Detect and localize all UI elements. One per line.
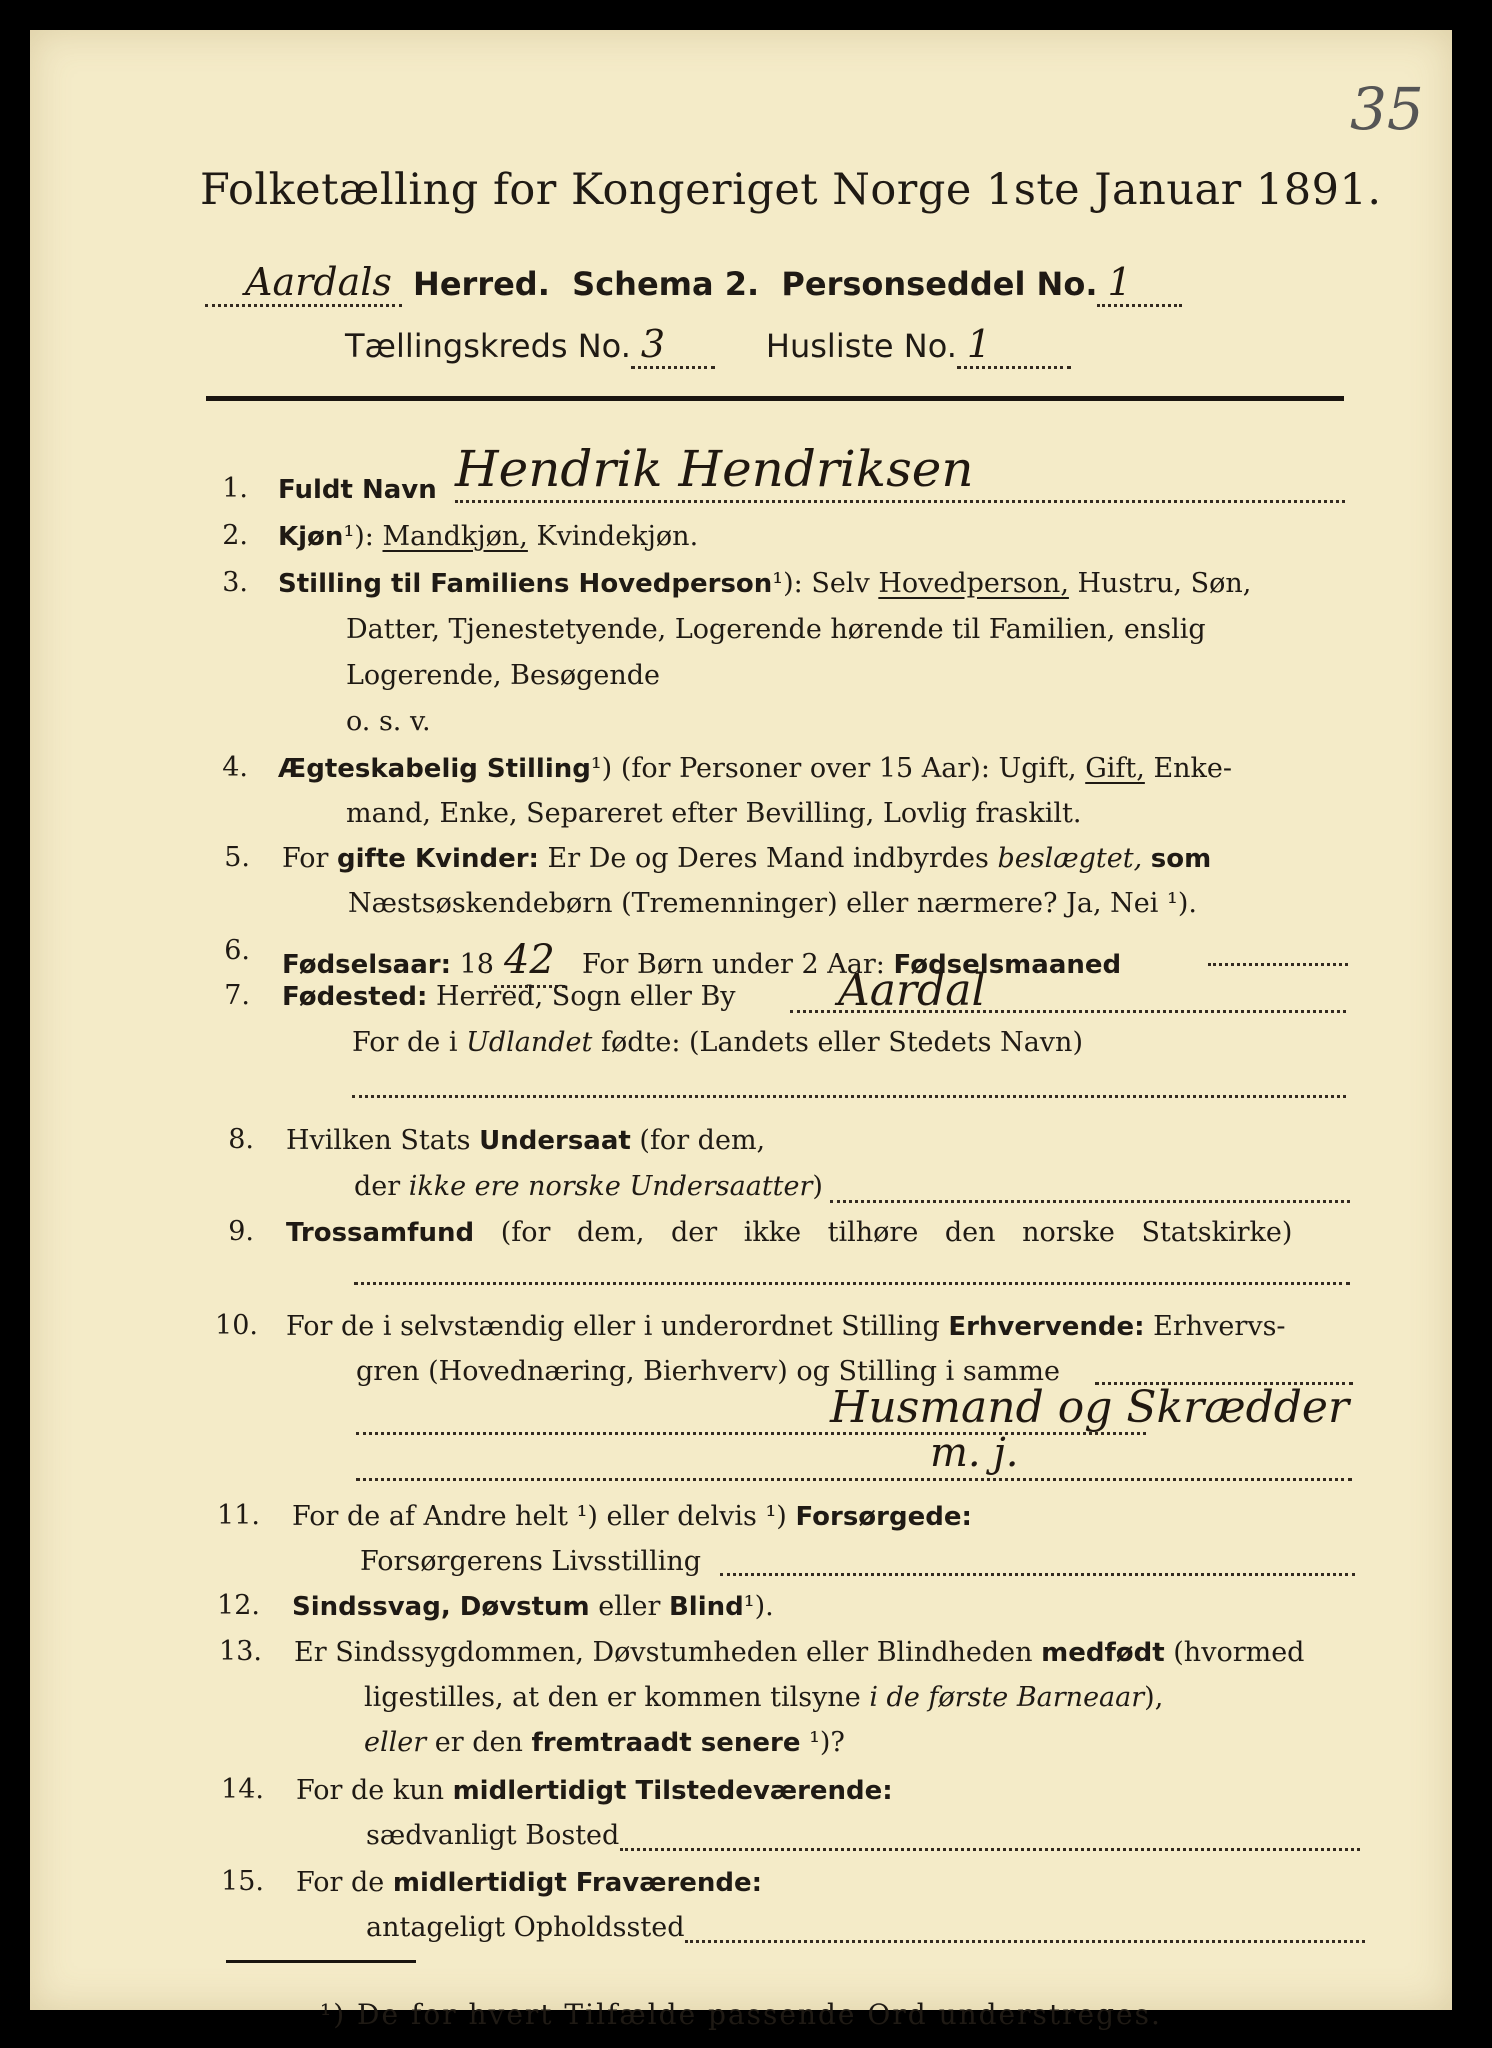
field-13-text-e: eller <box>364 1727 427 1758</box>
field-4-note: ¹) <box>590 753 613 784</box>
field-10-dotline-3 <box>356 1478 1352 1481</box>
husliste-value: 1 <box>957 322 1071 369</box>
field-9-dotline <box>354 1282 1350 1285</box>
field-14-dotline <box>620 1848 1360 1851</box>
field-8-line-2: der ikke ere norske Undersaatter) <box>354 1171 823 1202</box>
field-15-label: midlertidigt Fraværende: <box>392 1868 763 1898</box>
field-9-row <box>286 1216 1292 1250</box>
field-10-line-1 <box>286 1310 1286 1344</box>
field-11-dotline <box>720 1573 1355 1576</box>
field-3-text-b: Hustru, Søn, <box>1077 568 1252 599</box>
field-7-dotline <box>790 1010 1346 1013</box>
field-3-number: 3. <box>222 567 248 598</box>
footnote-rule <box>226 1960 416 1963</box>
field-13-text-b: (hvormed <box>1173 1637 1305 1668</box>
field-4-text-a: (for Personer over 15 Aar): Ugift, <box>620 753 1077 784</box>
field-11-text-a: For de af Andre helt ¹) eller delvis ¹) <box>292 1501 787 1532</box>
field-7-value: Aardal <box>838 965 986 1016</box>
field-5-text-c: beslægtet, <box>997 843 1143 874</box>
field-2-row <box>278 520 698 554</box>
field-12-note: ¹). <box>743 1591 774 1622</box>
field-11-number: 11. <box>217 1500 260 1531</box>
field-10-text-b: Erhvervs- <box>1153 1311 1286 1342</box>
field-10-label: Erhvervende: <box>948 1312 1145 1342</box>
field-7-line-2 <box>352 1026 1083 1060</box>
field-12-label-2: Blind <box>668 1592 744 1622</box>
kreds-label: Tællingskreds No. <box>345 327 631 365</box>
field-14-label: midlertidigt Tilstedeværende: <box>452 1776 893 1806</box>
field-6-label-2: Fødselsmaaned <box>893 950 1122 980</box>
field-13-text-f: er den <box>434 1727 523 1758</box>
field-15-line-2: antageligt Opholdssted <box>366 1912 685 1943</box>
field-3-selected: Hovedperson, <box>878 568 1069 599</box>
field-5-number: 5. <box>224 842 250 873</box>
field-13-line-3 <box>364 1726 845 1760</box>
field-13-text-a: Er Sindssygdommen, Døvstumheden eller Blindheden <box>294 1637 1033 1668</box>
field-10-value-1: Husmand og Skrædder <box>830 1382 1349 1433</box>
field-14-number: 14. <box>221 1774 264 1805</box>
field-12-number: 12. <box>217 1590 260 1621</box>
field-8-dotline <box>830 1200 1350 1203</box>
husliste-label: Husliste No. <box>765 327 957 365</box>
field-15-text-a: For de <box>296 1867 385 1898</box>
field-8-text-a: Hvilken Stats <box>286 1125 471 1156</box>
field-11-line-1 <box>292 1500 972 1534</box>
field-10-line-2: gren (Hovednæring, Bierhverv) og Stilling i samme <box>356 1356 1061 1387</box>
field-13-line-2: ligestilles, at den er kommen tilsyne i de første Barneaar), <box>364 1682 1164 1713</box>
herred-label: Herred. <box>413 265 550 303</box>
field-10-value-2: m. j. <box>930 1430 1019 1476</box>
field-6-dotline <box>1208 963 1348 966</box>
field-5-text-b: Er De og Deres Mand indbyrdes <box>547 843 989 874</box>
field-9-text: (for dem, der ikke tilhøre den norske Statskirke) <box>500 1217 1293 1248</box>
field-12-row <box>292 1590 774 1624</box>
field-8-label: Undersaat <box>479 1126 631 1156</box>
field-11-line-2: Forsørgerens Livsstilling <box>360 1546 702 1577</box>
field-6-number: 6. <box>224 935 250 966</box>
field-15-line-1 <box>296 1866 762 1900</box>
field-2-note: ¹): <box>343 521 374 552</box>
field-15-number: 15. <box>221 1866 264 1897</box>
field-3-line-3: Logerende, Besøgende <box>346 660 660 691</box>
field-8-line-1 <box>286 1124 765 1158</box>
field-7-text-a: For de i <box>352 1027 458 1058</box>
field-3-label: Stilling til Familiens Hovedperson <box>278 569 773 599</box>
field-13-number: 13. <box>219 1636 262 1667</box>
field-2-number: 2. <box>222 520 248 551</box>
field-13-text-c: ligestilles, at den er kommen tilsyne <box>364 1682 861 1713</box>
field-1-dotline <box>455 500 1345 503</box>
field-1-label: Fuldt Navn <box>278 475 437 505</box>
field-7-number: 7. <box>224 980 250 1011</box>
field-7-label: Fødested: <box>282 982 428 1012</box>
field-4-number: 4. <box>222 752 248 783</box>
field-1-label-wrap <box>278 473 437 507</box>
field-4-label: Ægteskabelig Stilling <box>278 754 591 784</box>
field-4-line-1 <box>278 752 1232 786</box>
field-7-line-1 <box>282 980 736 1014</box>
field-11-label: Forsørgede: <box>795 1502 972 1532</box>
field-14-line-1 <box>296 1774 893 1808</box>
field-3-line-4: o. s. v. <box>346 706 431 737</box>
field-15-dotline <box>685 1940 1365 1943</box>
field-3-line-1 <box>278 567 1251 601</box>
field-1-number: 1. <box>222 473 248 504</box>
field-7-text-c: fødte: (Landets eller Stedets Navn) <box>600 1027 1083 1058</box>
field-5-label: gifte Kvinder: <box>337 844 539 874</box>
field-14-text-a: For de kun <box>296 1775 444 1806</box>
herred-line <box>205 260 1182 307</box>
field-12-label: Sindssvag, Døvstum <box>292 1592 590 1622</box>
field-13-text-g: ¹)? <box>809 1727 845 1758</box>
field-5-text-d: som <box>1150 844 1212 874</box>
kreds-value: 3 <box>631 322 715 369</box>
field-8-text-d: ikke ere norske Undersaatter <box>408 1171 813 1202</box>
field-1-value: Hendrik Hendriksen <box>455 440 974 498</box>
field-9-number: 9. <box>228 1216 254 1247</box>
field-7-text-b: Udlandet <box>466 1027 593 1058</box>
field-9-label: Trossamfund <box>286 1218 475 1248</box>
field-2-label: Kjøn <box>278 522 344 552</box>
field-13-line-1 <box>294 1636 1304 1670</box>
field-12-text: eller <box>598 1591 661 1622</box>
field-7-dotline-2 <box>352 1095 1346 1098</box>
field-5-line-2: Næstsøskendebørn (Tremenninger) eller nærmere? Ja, Nei ¹). <box>348 888 1197 919</box>
field-13-label-2: fremtraadt senere <box>531 1728 801 1758</box>
personseddel-value: 1 <box>1097 260 1181 307</box>
field-3-note: ¹): <box>772 568 803 599</box>
field-6-label: Fødselsaar: <box>282 950 451 980</box>
personseddel-label: Personseddel No. <box>781 265 1098 303</box>
kreds-line <box>345 322 1071 369</box>
field-4-line-2: mand, Enke, Separeret efter Bevilling, Lovlig fraskilt. <box>346 798 1082 829</box>
footnote: ¹) De for hvert Tilfælde passende Ord understreges. <box>320 1998 1162 2031</box>
field-2-option-selected: Mandkjøn, <box>382 521 528 552</box>
census-form-page <box>30 30 1452 2031</box>
field-6-value: 42 <box>494 935 565 988</box>
field-4-selected: Gift, <box>1085 753 1145 784</box>
field-8-text-c: der <box>354 1171 401 1202</box>
field-14-line-2: sædvanligt Bosted <box>366 1820 620 1851</box>
field-13-text-d: i de første Barneaar <box>869 1682 1145 1713</box>
field-5-line-1 <box>282 842 1211 876</box>
header-rule <box>206 396 1344 401</box>
field-8-text-b: (for dem, <box>639 1125 766 1156</box>
field-10-dotline-2 <box>356 1432 1146 1435</box>
schema-label: Schema 2. <box>572 265 760 303</box>
field-10-text-a: For de i selvstændig eller i underordnet Stilling <box>286 1311 940 1342</box>
field-8-number: 8. <box>228 1124 254 1155</box>
field-4-text-b: Enke- <box>1153 753 1233 784</box>
field-5-text-a: For <box>282 843 329 874</box>
field-6-text: For Børn under 2 Aar: <box>582 949 885 980</box>
field-3-line-2: Datter, Tjenestetyende, Logerende hørende til Familien, enslig <box>346 614 1206 645</box>
field-13-label: medfødt <box>1041 1638 1165 1668</box>
herred-value: Aardals <box>205 260 402 307</box>
field-6-prefix: 18 <box>459 949 494 980</box>
field-2-option: Kvindekjøn. <box>536 521 699 552</box>
form-title: Folketælling for Kongeriget Norge 1ste Januar 1891. <box>200 165 1382 215</box>
field-7-text: Herred, Sogn eller By <box>435 981 736 1012</box>
field-3-text-a: Selv <box>811 568 870 599</box>
page-number: 35 <box>1350 75 1424 143</box>
field-10-number: 10. <box>215 1310 258 1341</box>
